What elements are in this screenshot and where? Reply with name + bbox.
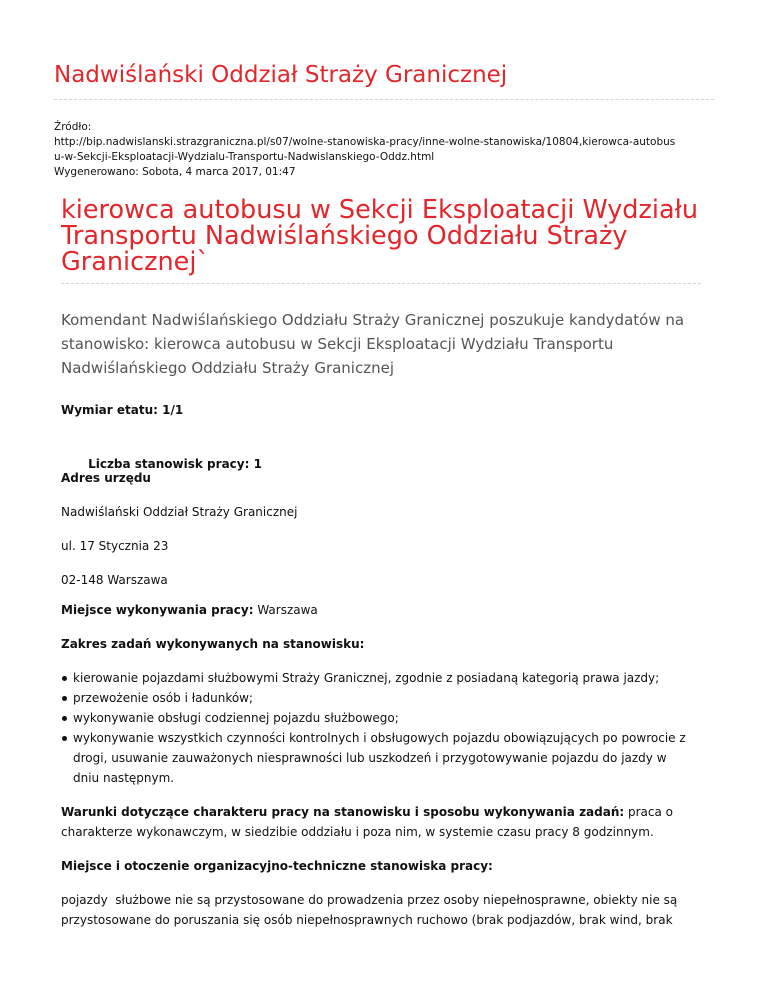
zakres-heading-text: Zakres zadań wykonywanych na stanowisku:: [61, 637, 365, 651]
list-item: przewożenie osób i ładunków;: [61, 688, 701, 708]
miejsce-pracy-label: Miejsce wykonywania pracy:: [61, 603, 254, 617]
tasks-list: [61, 668, 701, 748]
list-item: wykonywanie obsługi codziennej pojazdu służbowego;: [61, 708, 701, 728]
adres-name: Nadwiślański Oddział Straży Granicznej: [61, 505, 298, 519]
wymiar-etatu-text: Wymiar etatu: 1/1: [61, 403, 184, 417]
miejsce-pracy-value: Warszawa: [253, 603, 318, 617]
source-meta: [54, 120, 734, 180]
site-title: Nadwiślański Oddział Straży Granicznej: [54, 62, 508, 88]
zakres-heading: [61, 634, 721, 654]
intro-line-3: Nadwiślańskiego Oddziału Straży Granicznej: [61, 359, 394, 377]
generated-date: Wygenerowano: Sobota, 4 marca 2017, 01:47: [54, 166, 296, 178]
intro-line-1: Komendant Nadwiślańskiego Oddziału Straży Granicznej poszukuje kandydatów na: [61, 311, 685, 329]
otoczenie-line-2: przystosowane do poruszania się osób niepełnosprawnych ruchowo (brak podjazdów, brak wind, brak: [61, 913, 673, 927]
source-url-line-2: u-w-Sekcji-Eksploatacji-Wydzialu-Transportu-Nadwislanskiego-Oddz.html: [54, 151, 435, 163]
source-label: Źródło:: [54, 121, 92, 133]
warunki-pracy-line-2: charakterze wykonawczym, w siedzibie oddziału i poza nim, w systemie czasu pracy 8 godzinnym.: [61, 825, 654, 839]
document-title: [61, 197, 721, 275]
list-item: [61, 728, 701, 748]
document-title-line-3: Granicznej`: [61, 247, 210, 277]
miejsce-pracy: [61, 600, 721, 620]
warunki-pracy-label: Warunki dotyczące charakteru pracy na stanowisku i sposobu wykonywania zadań:: [61, 805, 625, 819]
title-divider: [61, 283, 701, 284]
adres-heading: [61, 468, 721, 488]
adres-street: ul. 17 Stycznia 23: [61, 539, 169, 553]
task-4-line-2: drogi, usuwanie zauważonych niesprawności lub uszkodzeń i przygotowywanie pojazdu do jazdy w: [73, 751, 667, 765]
wymiar-etatu: [61, 400, 721, 420]
warunki-pracy: [61, 802, 721, 822]
otoczenie-line-1: pojazdy służbowe nie są przystosowane do prowadzenia przez osoby niepełnosprawne, obiekty nie są: [61, 893, 678, 907]
warunki-pracy-value: praca o: [624, 805, 674, 819]
adres-heading-text: Adres urzędu: [61, 471, 151, 485]
intro-line-2: stanowisko: kierowca autobusu w Sekcji Eksploatacji Wydziału Transportu: [61, 335, 614, 353]
intro-paragraph: [61, 308, 721, 380]
header-divider: [54, 99, 714, 100]
adres-city: 02-148 Warszawa: [61, 573, 168, 587]
otoczenie-heading-text: Miejsce i otoczenie organizacyjno-techniczne stanowiska pracy:: [61, 859, 493, 873]
list-item: kierowanie pojazdami służbowymi Straży Granicznej, zgodnie z posiadaną kategorią prawa jazdy;: [61, 668, 701, 688]
document-title-line-2: Transportu Nadwiślańskiego Oddziału Straży: [61, 221, 628, 251]
liczba-stanowisk-text: Liczba stanowisk pracy: 1: [83, 457, 262, 471]
document-title-line-1: kierowca autobusu w Sekcji Eksploatacji Wydziału: [61, 195, 698, 225]
otoczenie-heading: [61, 856, 721, 876]
task-4-line-1: wykonywanie wszystkich czynności kontrolnych i obsługowych pojazdu obowiązujących po powrocie z: [73, 731, 686, 745]
task-4-line-3: dniu następnym.: [73, 771, 175, 785]
source-url-line-1: http://bip.nadwislanski.strazgraniczna.pl/s07/wolne-stanowiska-pracy/inne-wolne-stanowiska/10804,kierowca-autobus: [54, 136, 676, 148]
